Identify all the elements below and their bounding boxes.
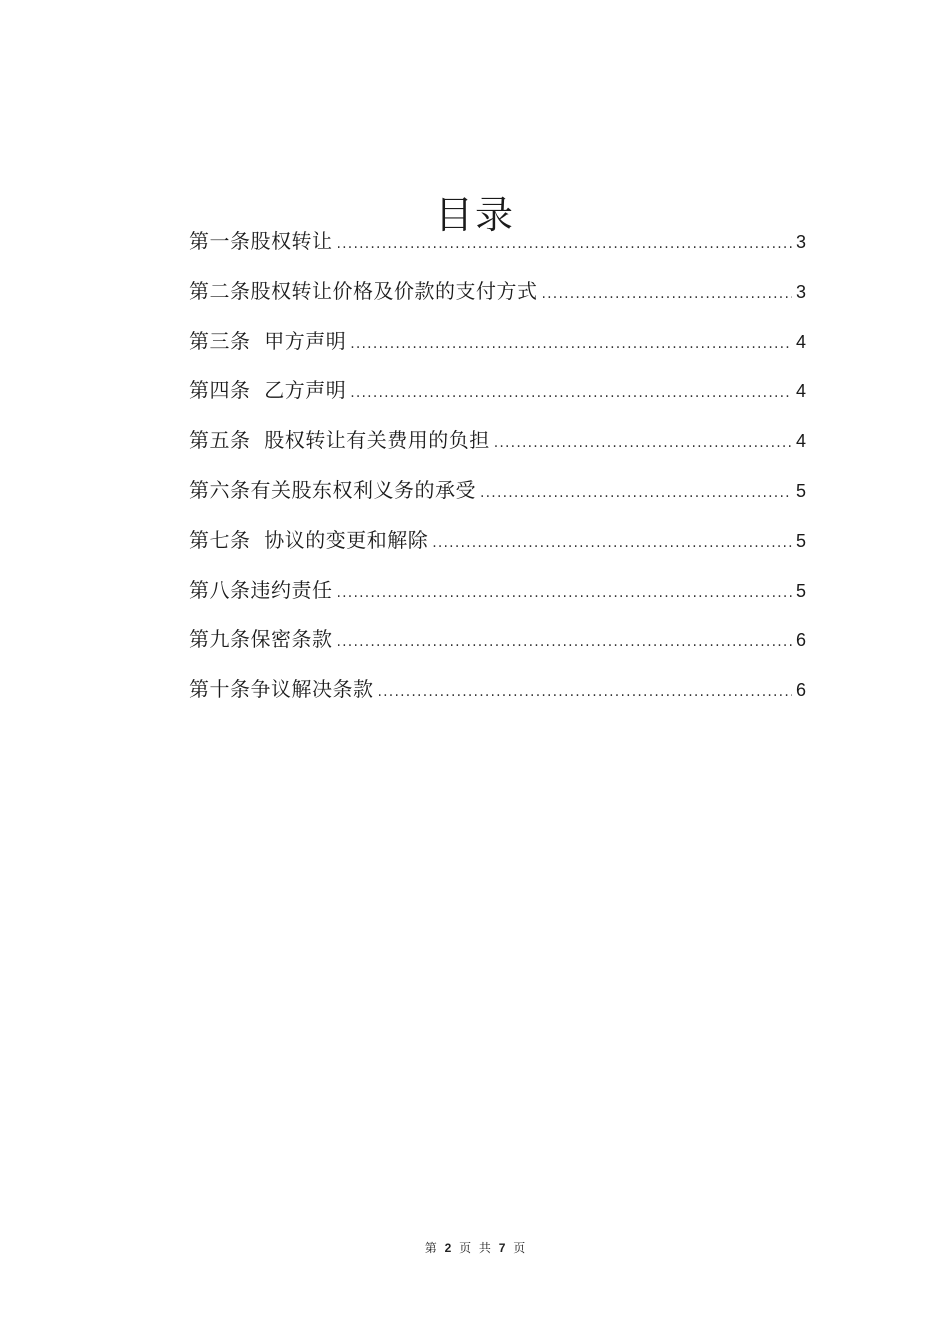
toc-entry-10[interactable]: [189, 672, 806, 722]
toc-entry-page: 4: [795, 331, 806, 352]
toc-entry-3[interactable]: [189, 324, 806, 374]
table-of-contents: [189, 224, 806, 722]
page-title: 目录: [434, 193, 515, 238]
footer-current-page: 2: [444, 1241, 452, 1255]
toc-entry-8[interactable]: [189, 573, 806, 623]
toc-entry-page: 3: [795, 232, 806, 252]
toc-dot-leader: [350, 376, 792, 410]
toc-entry-page: 5: [795, 480, 806, 501]
toc-entry-page: 4: [795, 431, 806, 452]
toc-entry-2[interactable]: [189, 274, 806, 324]
footer-middle: 页 共: [459, 1241, 491, 1255]
toc-entry-label: 第二条股权转让价格及价款的支付方式: [189, 278, 538, 303]
toc-entry-1[interactable]: [189, 224, 806, 274]
toc-dot-leader: [480, 476, 792, 510]
toc-entry-4[interactable]: [189, 373, 806, 423]
toc-entry-page: 4: [795, 381, 806, 402]
toc-entry-label: 第一条股权转让: [189, 229, 333, 253]
toc-entry-7[interactable]: [189, 523, 806, 573]
toc-dot-leader: [432, 526, 792, 560]
toc-entry-page: 6: [795, 630, 806, 651]
toc-entry-label: 第十条争议解决条款: [189, 677, 374, 702]
toc-entry-label: 第七条 协议的变更和解除: [189, 527, 429, 552]
footer-total-pages: 7: [498, 1241, 506, 1255]
toc-entry-page: 3: [795, 281, 806, 302]
toc-entry-6[interactable]: [189, 473, 806, 523]
toc-entry-page: 6: [795, 680, 806, 701]
toc-entry-page: 5: [795, 580, 806, 601]
toc-entry-label: 第九条保密条款: [189, 627, 333, 652]
toc-dot-leader: [337, 625, 792, 659]
toc-entry-9[interactable]: [189, 622, 806, 672]
toc-dot-leader: [378, 675, 792, 709]
footer-suffix: 页: [513, 1241, 526, 1255]
toc-dot-leader: [494, 426, 792, 460]
toc-entry-page: 5: [795, 530, 806, 551]
toc-dot-leader: [542, 277, 792, 311]
toc-entry-label: 第三条 甲方声明: [189, 328, 347, 353]
toc-entry-label: 第五条 股权转让有关费用的负担: [189, 428, 490, 453]
toc-entry-label: 第六条有关股东权利义务的承受: [189, 477, 476, 502]
page-footer: [0, 1239, 950, 1256]
footer-prefix: 第: [424, 1241, 437, 1255]
toc-entry-label: 第四条 乙方声明: [189, 378, 347, 403]
toc-entry-label: 第八条违约责任: [189, 577, 333, 602]
toc-dot-leader: [350, 327, 792, 361]
toc-dot-leader: [337, 227, 792, 261]
toc-entry-5[interactable]: [189, 423, 806, 473]
toc-dot-leader: [337, 576, 792, 610]
